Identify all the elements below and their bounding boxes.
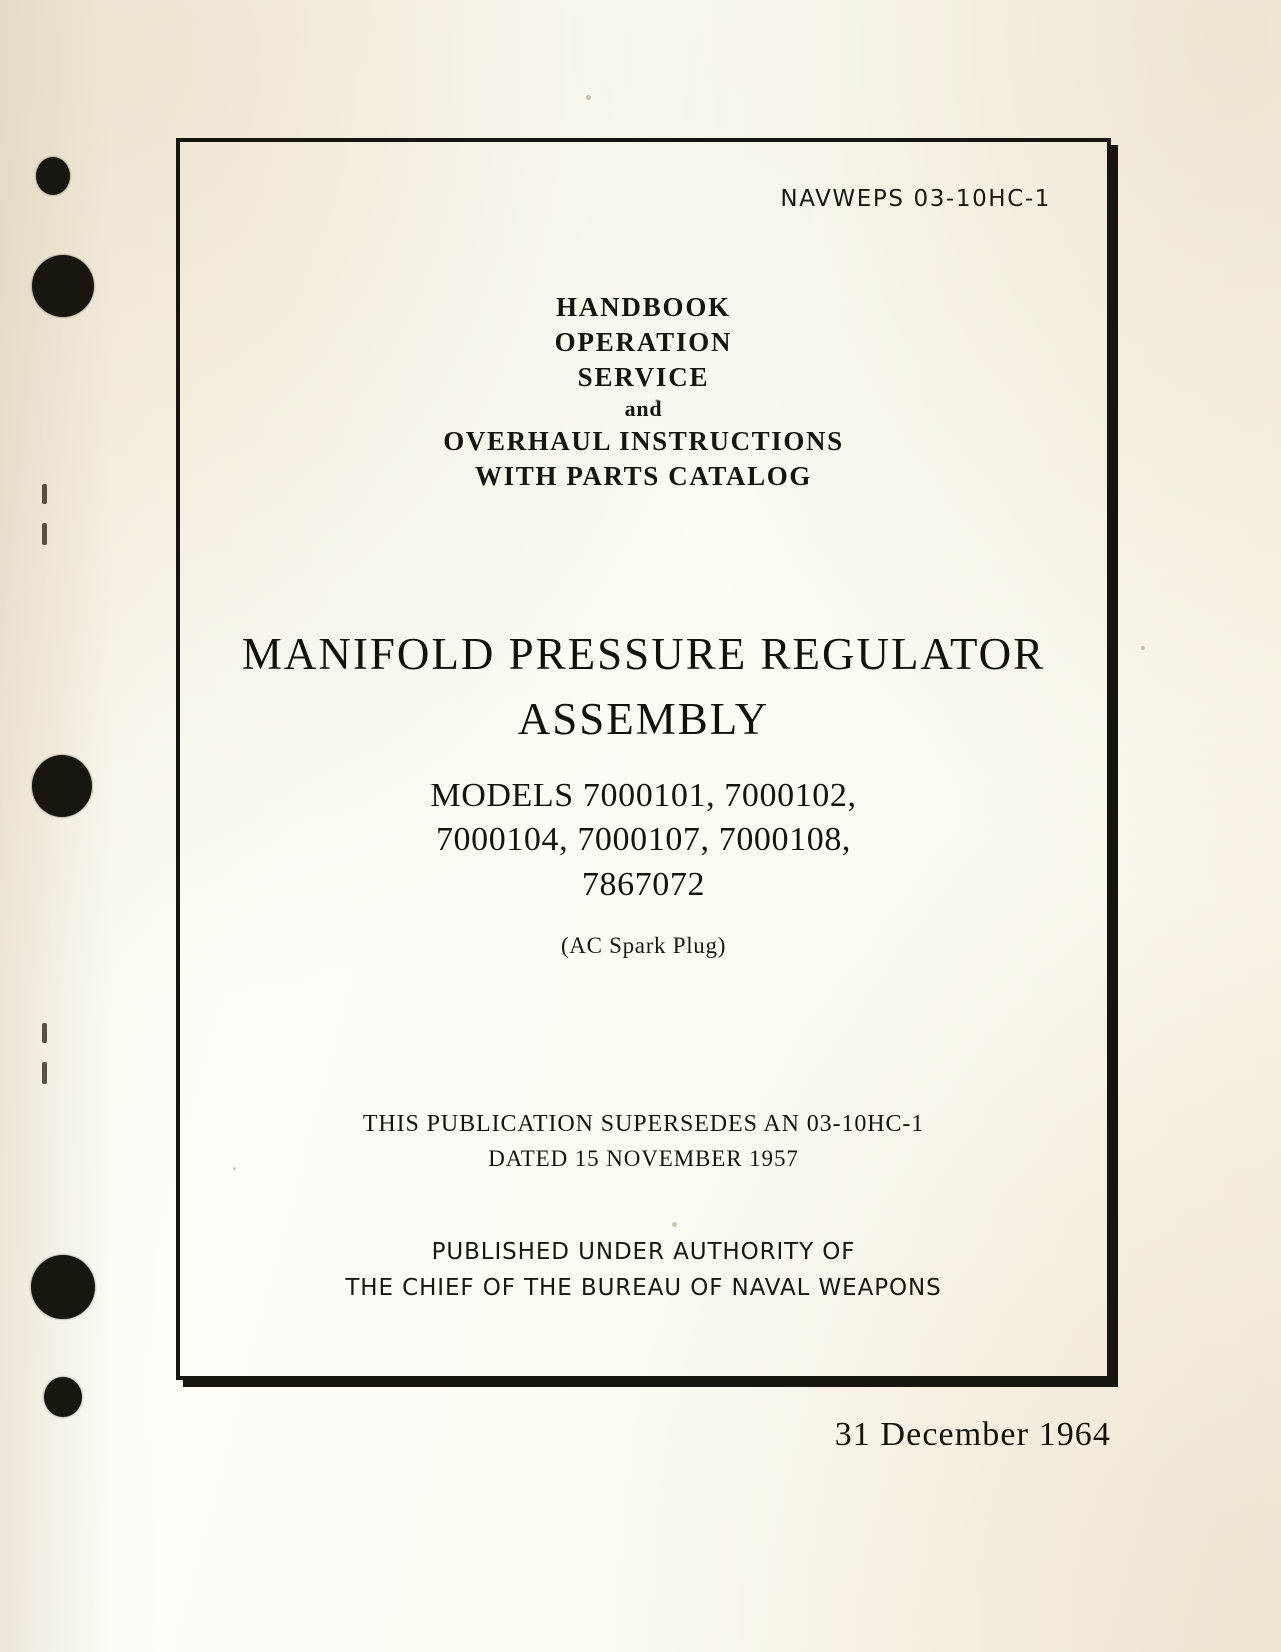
title-page-border <box>176 138 1111 1380</box>
page-title <box>224 626 1063 748</box>
model-numbers <box>224 774 1063 907</box>
margin-tear-mark <box>42 523 47 545</box>
authority-line-1: PUBLISHED UNDER AUTHORITY OF <box>431 1238 856 1265</box>
handbook-line-overhaul: OVERHAUL INSTRUCTIONS <box>443 425 844 456</box>
model-line-1: MODELS 7000101, 7000102, <box>430 777 857 815</box>
handbook-line-handbook: HANDBOOK <box>556 292 731 322</box>
scan-speckle <box>1141 646 1145 650</box>
supersedes-line-1: THIS PUBLICATION SUPERSEDES AN 03-10HC-1 <box>362 1110 925 1137</box>
margin-tear-mark <box>42 1023 47 1043</box>
punch-hole <box>32 755 92 817</box>
handbook-line-parts-catalog: WITH PARTS CATALOG <box>475 460 812 491</box>
punch-hole <box>36 157 70 195</box>
supersedes-note <box>224 1107 1063 1175</box>
publication-date: 31 December 1964 <box>834 1416 1111 1453</box>
model-line-3: 7867072 <box>581 865 706 903</box>
publication-number: NAVWEPS 03-10HC-1 <box>780 186 1051 212</box>
authority-line-2: THE CHIEF OF THE BUREAU OF NAVAL WEAPONS <box>345 1274 942 1301</box>
manufacturer-name: (AC Spark Plug) <box>560 932 727 958</box>
punch-hole-column <box>0 0 150 1652</box>
punch-hole <box>44 1377 82 1417</box>
supersedes-line-2: DATED 15 NOVEMBER 1957 <box>488 1145 799 1171</box>
model-line-2: 7000104, 7000107, 7000108, <box>435 821 852 859</box>
margin-tear-mark <box>42 1062 47 1084</box>
title-page-content <box>180 142 1107 1376</box>
handbook-line-service: SERVICE <box>577 362 710 393</box>
punch-hole <box>32 255 94 317</box>
scan-speckle <box>586 95 591 100</box>
page-title-line-1: MANIFOLD PRESSURE REGULATOR <box>241 629 1046 680</box>
handbook-line-and: and <box>624 396 663 422</box>
punch-hole <box>31 1255 95 1319</box>
page-title-line-2: ASSEMBLY <box>517 693 770 744</box>
publishing-authority <box>224 1235 1063 1306</box>
handbook-line-operation: OPERATION <box>554 327 733 358</box>
margin-tear-mark <box>42 484 47 504</box>
handbook-heading <box>224 290 1063 494</box>
